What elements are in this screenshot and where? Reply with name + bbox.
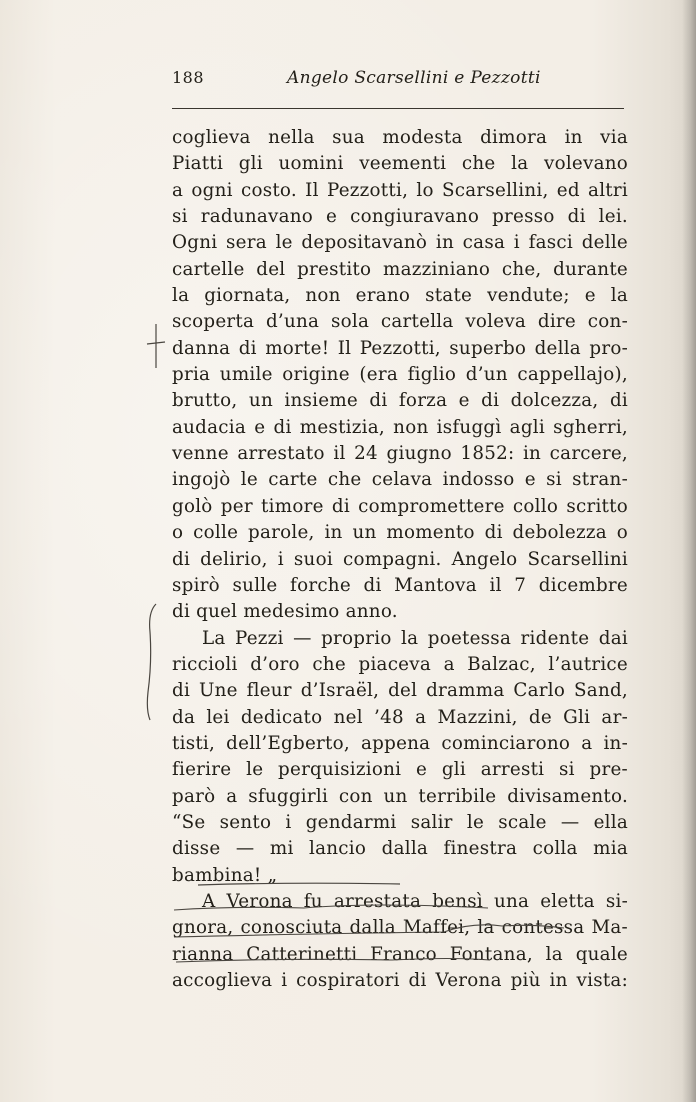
text-line: danna di morte! Il Pezzotti, superbo della pro-	[172, 337, 628, 359]
text-line: si radunavano e congiuravano presso di lei.	[172, 206, 628, 228]
text-line: bambina! „	[172, 864, 278, 886]
text-line: venne arrestato il 24 giugno 1852: in carcere,	[172, 443, 628, 465]
text-line: tisti, dell’Egberto, appena cominciarono a in-	[172, 732, 628, 754]
text-line: fierire le perquisizioni e gli arresti si pre-	[172, 759, 628, 781]
pencil-underline-icon	[172, 862, 632, 972]
page-number: 188	[172, 68, 205, 87]
text-line: accoglieva i cospiratori di Verona più in vista:	[172, 970, 628, 991]
text-line: o colle parole, in un momento di debolezza o	[172, 522, 628, 544]
text-line: riccioli d’oro che piaceva a Balzac, l’autrice	[172, 653, 628, 675]
text-line: la giornata, non erano state vendute; e la	[172, 285, 628, 307]
text-line: ingojò le carte che celava indosso e si stran-	[172, 469, 628, 491]
text-line: brutto, un insieme di forza e di dolcezza, di	[172, 390, 628, 412]
text-line: audacia e di mestizia, non isfuggì agli sgherri,	[172, 416, 628, 438]
text-line: golò per timore di compromettere collo scritto	[172, 495, 628, 517]
text-line: pria umile origine (era figlio d’un cappellajo),	[172, 364, 628, 386]
page-header	[172, 68, 628, 96]
text-line: La Pezzi — proprio la poetessa ridente dai	[202, 627, 628, 649]
header-rule	[172, 108, 624, 109]
text-line: scoperta d’una sola cartella voleva dire con-	[172, 311, 628, 333]
text-line: spirò sulle forche di Mantova il 7 dicembre	[172, 574, 628, 596]
text-line: A Verona fu arrestata bensì una eletta si-	[202, 890, 628, 912]
running-title: Angelo Scarsellini e Pezzotti	[287, 68, 541, 88]
text-line: di delirio, i suoi compagni. Angelo Scarsellini	[172, 548, 628, 570]
page-edge-shadow	[682, 0, 696, 1102]
text-line: cartelle del prestito mazziniano che, durante	[172, 258, 628, 280]
text-line: “Se sento i gendarmi salir le scale — ella	[172, 811, 628, 833]
text-line: da lei dedicato nel ’48 a Mazzini, de Gli ar-	[172, 706, 628, 728]
text-line: coglieva nella sua modesta dimora in via	[172, 127, 628, 148]
text-line: di quel medesimo anno.	[172, 601, 398, 623]
text-line: di Une fleur d’Israël, del dramma Carlo Sand,	[172, 680, 628, 702]
pencil-cross-icon	[145, 322, 167, 370]
pencil-bracket-icon	[142, 602, 162, 722]
text-line: disse — mi lancio dalla finestra colla mia	[172, 838, 628, 860]
text-line: parò a sfuggirli con un terribile divisamento.	[172, 785, 628, 807]
text-line: Ogni sera le depositavanò in casa i fasci delle	[172, 232, 628, 254]
text-line: gnora, conosciuta dalla Maffei, la contessa Ma-	[172, 917, 628, 939]
text-line: Piatti gli uomini veementi che la volevano	[172, 153, 628, 175]
text-line: a ogni costo. Il Pezzotti, lo Scarsellini, ed altri	[172, 179, 628, 201]
text-line: rianna Catterinetti Franco Fontana, la quale	[172, 943, 628, 965]
